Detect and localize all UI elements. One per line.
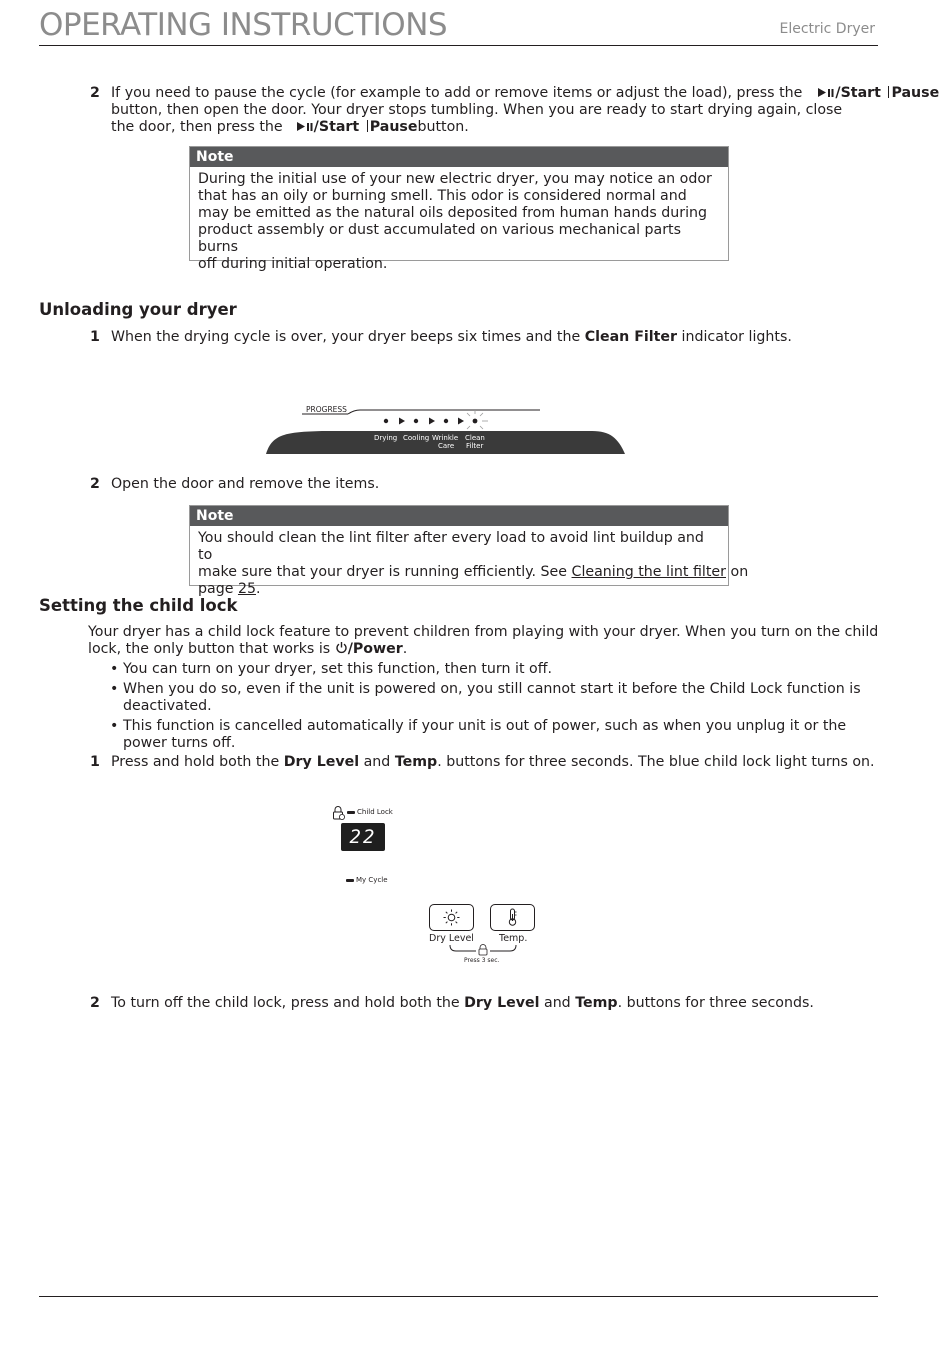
- section-title-unloading: Unloading your dryer: [39, 300, 237, 319]
- temp-caption: Temp.: [499, 933, 528, 944]
- pause-line2: button, then open the door. Your dryer stops tumbling. When you are ready to start drying again, close: [111, 102, 843, 118]
- section-title-child-lock: Setting the child lock: [39, 596, 238, 615]
- step-text: When the drying cycle is over, your dryer beeps six times and the: [111, 329, 581, 345]
- pause-line1: If you need to pause the cycle (for example to add or remove items or adjust the load), press the: [111, 85, 803, 101]
- stage-label: Care: [438, 442, 455, 450]
- temp-label: Temp: [575, 995, 618, 1011]
- footer-divider: [39, 1296, 878, 1297]
- indicator-led: [347, 811, 355, 814]
- power-label: /Power: [347, 641, 403, 657]
- note-line: off during initial operation.: [198, 256, 388, 272]
- indicator-led: [346, 879, 354, 882]
- progress-dot: [414, 419, 418, 423]
- progress-label: PROGRESS: [306, 405, 347, 414]
- clean-filter-light: [473, 419, 478, 424]
- start-label: /Start: [835, 85, 881, 101]
- light-rays: [467, 410, 488, 429]
- note-body: [190, 167, 728, 276]
- note-body: [190, 526, 749, 601]
- pause-end-text: button.: [417, 119, 469, 135]
- play-pause-icon: [817, 87, 835, 98]
- intro-line: .: [402, 641, 408, 657]
- digital-display: [341, 823, 385, 851]
- step-text: To turn off the child lock, press and hold both the: [111, 995, 460, 1011]
- step-number: 1: [90, 754, 100, 770]
- progress-dot: [444, 419, 448, 423]
- stage-label: Clean: [465, 434, 485, 442]
- clean-filter-label: Clean Filter: [584, 329, 678, 345]
- progress-dot: [384, 419, 388, 423]
- stage-label: Drying: [374, 434, 398, 442]
- note-text: .: [256, 581, 261, 597]
- dry-level-label: Dry Level: [464, 995, 540, 1011]
- stage-label: Cooling: [403, 434, 430, 442]
- unloading-step2: Open the door and remove the items.: [111, 476, 380, 492]
- cleaning-lint-filter-link[interactable]: Cleaning the lint filter: [571, 564, 726, 580]
- note-line: that has an oily or burning smell. This odor is considered normal and: [198, 188, 687, 204]
- note-line: You should clean the lint filter after every load to avoid lint buildup and to: [198, 530, 704, 563]
- note-text: on: [730, 564, 749, 580]
- child-lock-label: Child Lock: [357, 808, 393, 816]
- progress-arrow: [399, 418, 405, 425]
- child-lock-bullets: [87, 661, 877, 755]
- bullet-item: • You can turn on your dryer, set this function, then turn it off.: [87, 661, 877, 678]
- child-lock-panel-illustration: [330, 803, 550, 968]
- page-title: OPERATING INSTRUCTIONS: [39, 7, 448, 43]
- intro-line: Your dryer has a child lock feature to prevent children from playing with your dryer. When you turn on the child: [88, 624, 879, 640]
- step-number: 1: [90, 329, 100, 345]
- progress-panel-illustration: [262, 396, 630, 458]
- pause-label: Pause: [369, 119, 418, 135]
- display-value: 22: [349, 826, 377, 848]
- play-pause-icon: [296, 121, 314, 132]
- child-lock-icon: [332, 805, 346, 821]
- step-number: 2: [90, 995, 100, 1011]
- note-line: may be emitted as the natural oils deposited from human hands during: [198, 205, 708, 221]
- dry-level-button[interactable]: [429, 904, 474, 931]
- press-bracket: [448, 943, 518, 957]
- step-text: and: [544, 995, 571, 1011]
- dry-level-caption: Dry Level: [429, 933, 474, 944]
- power-icon: [335, 641, 348, 654]
- step-text: and: [363, 754, 391, 770]
- note-line: During the initial use of your new electric dryer, you may notice an odor: [198, 171, 712, 187]
- press-label: Press 3 sec.: [464, 957, 500, 964]
- step-number: 2: [90, 476, 100, 492]
- child-lock-step2: [111, 995, 814, 1012]
- page-link[interactable]: 25: [237, 581, 257, 597]
- bullet-item: • When you do so, even if the unit is powered on, you still cannot start it before the Child Lock function is deactivated.: [87, 681, 877, 715]
- stage-label: Filter: [466, 442, 484, 450]
- step-text: indicator lights.: [681, 329, 792, 345]
- stage-label: Wrinkle: [432, 434, 459, 442]
- progress-arrow: [458, 418, 464, 425]
- temp-label: Temp: [394, 754, 438, 770]
- child-lock-intro: [88, 624, 878, 658]
- note-title: Note: [190, 147, 728, 167]
- temp-button[interactable]: [490, 904, 535, 931]
- page-subtitle: Electric Dryer: [779, 21, 875, 37]
- note-line: product assembly or dust accumulated on various mechanical parts burns: [198, 222, 682, 255]
- thermometer-icon: [491, 905, 534, 930]
- pause-line3: the door, then press the: [111, 119, 283, 135]
- step-text: Press and hold both the: [111, 754, 280, 770]
- step-text: . buttons for three seconds.: [617, 995, 814, 1011]
- note-text: page: [198, 581, 234, 597]
- intro-line: lock, the only button that works is: [88, 641, 331, 657]
- note-box: [189, 146, 729, 272]
- step-text: . buttons for three seconds. The blue child lock light turns on.: [437, 754, 875, 770]
- dry-level-label: Dry Level: [283, 754, 360, 770]
- note-title: Note: [190, 506, 728, 526]
- note-box: [189, 505, 749, 597]
- unloading-step1: [111, 329, 792, 346]
- note-text: make sure that your dryer is running efficiently. See: [198, 564, 568, 580]
- pause-step-text: [111, 85, 940, 136]
- header-divider: [39, 45, 878, 46]
- my-cycle-label: My Cycle: [356, 876, 388, 884]
- start-label: /Start: [313, 119, 360, 135]
- progress-arrow: [429, 418, 435, 425]
- pause-label: Pause: [891, 85, 940, 101]
- bullet-item: • This function is cancelled automatically if your unit is out of power, such as when you unplug it or the power turns off.: [87, 718, 877, 752]
- child-lock-step1: [111, 754, 875, 771]
- step-number: 2: [90, 85, 100, 101]
- sun-icon: [430, 905, 473, 930]
